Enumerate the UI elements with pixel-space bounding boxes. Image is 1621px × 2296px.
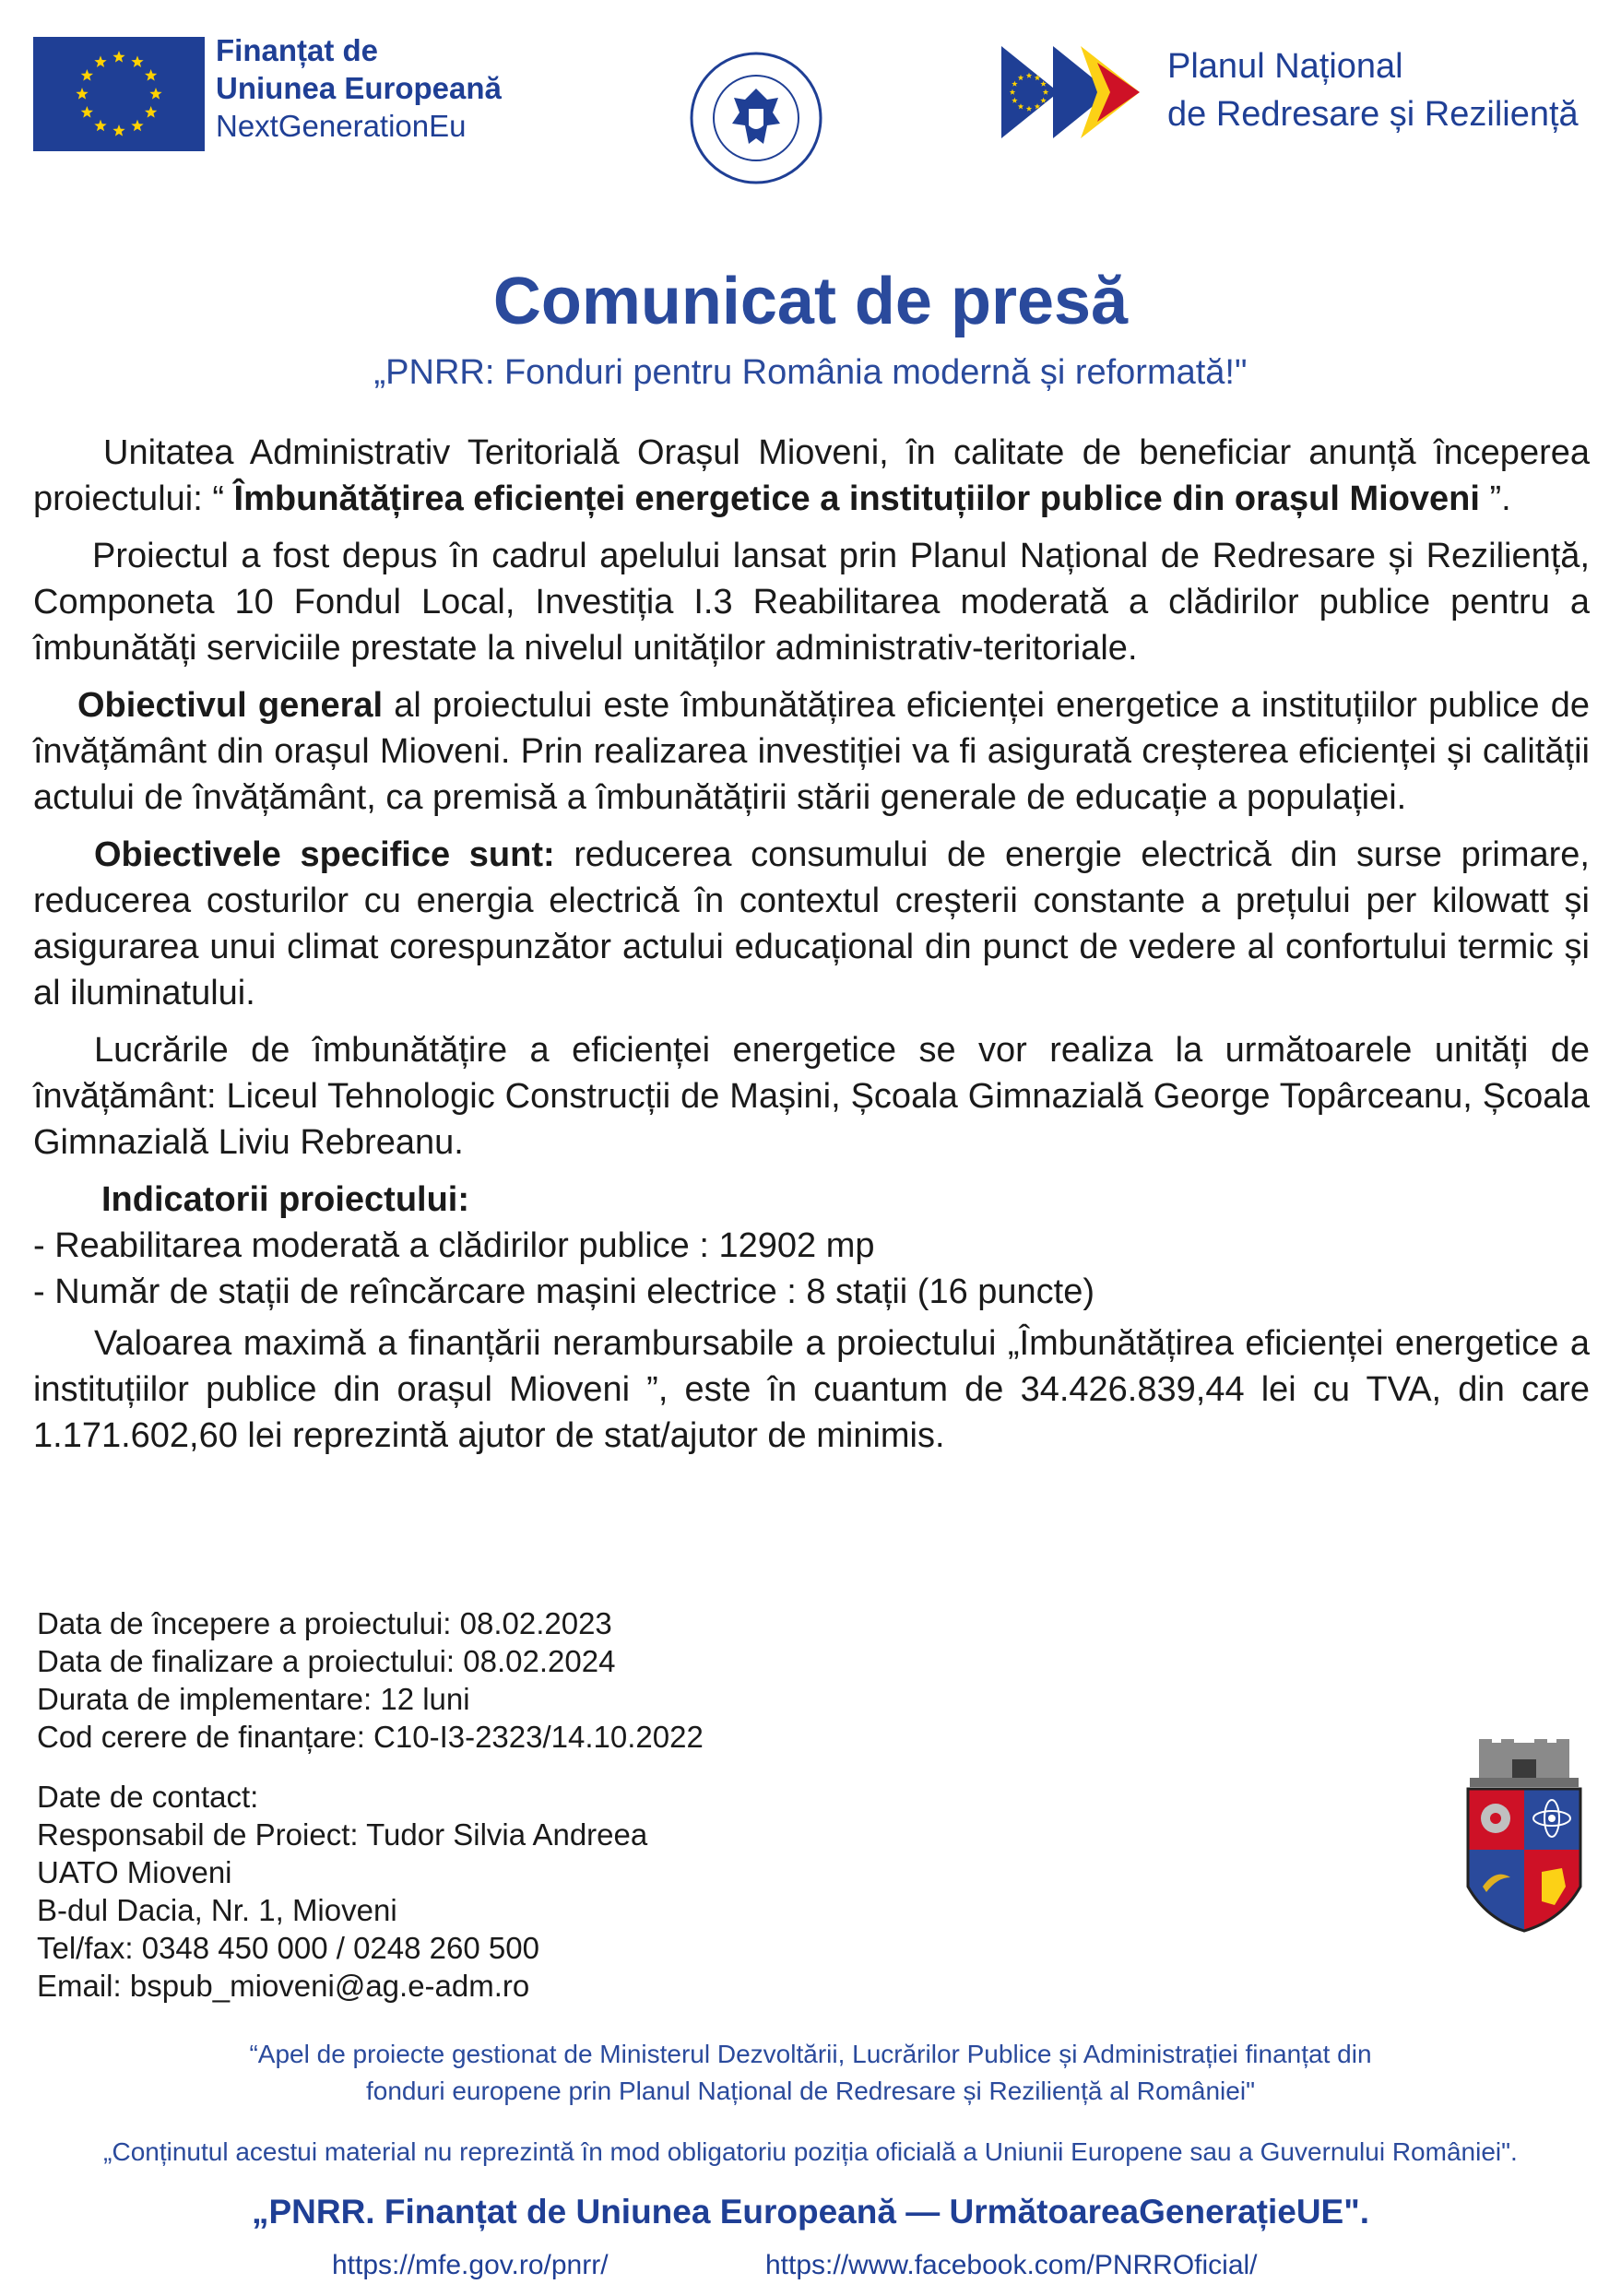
- contact-org: UATO Mioveni: [37, 1855, 232, 1889]
- eu-flag-logo: [33, 37, 205, 151]
- contact-details: [37, 1778, 647, 2005]
- star-icon: [81, 106, 93, 118]
- paragraph-announcement: [33, 430, 1590, 522]
- p1-end: ”.: [1479, 479, 1511, 518]
- pnrr-line-1: Planul Național: [1167, 47, 1403, 86]
- paragraph-general-objective: [33, 682, 1590, 821]
- star-icon: [149, 88, 161, 100]
- project-name: Îmbunătățirea eficienței energetice a instituțiilor publice din orașul Mioveni: [233, 479, 1480, 518]
- funding-code: Cod cerere de finanțare: C10-I3-2323/14.10.2022: [37, 1720, 704, 1754]
- eu-line-1: Finanțat de: [216, 33, 379, 67]
- paragraph-schools: Lucrările de îmbunătățire a eficienței energetice se vor realiza la următoarele unități de învățământ: Liceul Tehnologic Construcții de Mașini, Școala Gimnazială George Topârceanu, Școala Gimnazială Liviu Rebreanu.: [33, 1031, 1590, 1162]
- general-objective-label: Obiectivul general: [77, 686, 384, 725]
- footer-line-2: fonduri europene prin Planul Național de Redresare și Reziliență al României": [365, 2077, 1256, 2105]
- star-icon: [145, 69, 157, 81]
- star-icon: [94, 55, 106, 67]
- paragraph-funding-value: Valoarea maximă a finanțării nerambursabile a proiectului „Îmbunătățirea eficienței energetice a instituțiilor publice din orașul Mioveni ”, este în cuantum de 34.426.839,44 lei cu TVA, din care 1.171.602,60 lei reprezintă ajutor de stat/ajutor de minimis.: [33, 1324, 1590, 1455]
- contact-heading: Date de contact:: [37, 1780, 259, 1814]
- footer-line-1: “Apel de proiecte gestionat de Ministerul Dezvoltării, Lucrărilor Publice și Administrației finanțat din: [249, 2040, 1372, 2068]
- eu-stars-icon: [33, 37, 205, 151]
- romanian-government-seal-logo: [690, 52, 822, 184]
- duration: Durata de implementare: 12 luni: [37, 1682, 470, 1716]
- eu-line-2: Uniunea Europeană: [216, 71, 502, 105]
- contact-manager: Responsabil de Proiect: Tudor Silvia Andreea: [37, 1817, 648, 1852]
- start-date: Data de începere a proiectului: 08.02.2023: [37, 1606, 612, 1640]
- paragraph-call: Proiectul a fost depus în cadrul apelului lansat prin Planul Național de Redresare și Reziliență, Componeta 10 Fondul Local, Investiția I.3 Reabilitarea moderată a clădirilor publice pentru a îmbunătăți serviciile prestate la nivelul unităților administrativ-teritoriale.: [33, 537, 1590, 668]
- eu-funding-label: [216, 31, 502, 145]
- star-icon: [76, 88, 88, 100]
- mioveni-coat-of-arms-logo: [1459, 1739, 1590, 1935]
- paragraph-specific-objectives: [33, 832, 1590, 1016]
- star-icon: [81, 69, 93, 81]
- eu-line-3: NextGenerationEu: [216, 109, 467, 143]
- star-icon: [112, 51, 124, 63]
- pnrr-line-2: de Redresare și Reziliență: [1167, 95, 1579, 134]
- star-icon: [112, 124, 124, 136]
- star-icon: [131, 55, 143, 67]
- star-icon: [145, 106, 157, 118]
- star-icon: [131, 120, 143, 132]
- link-mfe[interactable]: https://mfe.gov.ro/pnrr/: [332, 2250, 609, 2280]
- pnrr-logo: [1001, 46, 1140, 138]
- indicator-line-1: - Reabilitarea moderată a clădirilor publice : 12902 mp: [33, 1226, 875, 1265]
- indicator-line-2: - Număr de stații de reîncărcare mașini electrice : 8 stații (16 puncte): [33, 1272, 1095, 1311]
- contact-phone: Tel/fax: 0348 450 000 / 0248 260 500: [37, 1931, 539, 1965]
- link-facebook[interactable]: https://www.facebook.com/PNRROficial/: [765, 2250, 1258, 2280]
- specific-objectives-label: Obiectivele specifice sunt:: [94, 835, 555, 874]
- general-objective-text: al proiectului este îmbunătățirea eficienței energetice a instituțiilor publice de învățământ din orașul Mioveni. Prin realizarea investiției va fi asigurată creșterea eficienței și calității actului de învățământ, ca premisă a îmbunătățirii stării generale de educație a populației.: [33, 686, 1590, 817]
- footer-call-statement: [0, 2036, 1621, 2110]
- pnrr-label: [1167, 42, 1579, 138]
- end-date: Data de finalizare a proiectului: 08.02.2024: [37, 1644, 616, 1678]
- contact-email: Email: bspub_mioveni@ag.e-adm.ro: [37, 1969, 530, 2003]
- page-title: Comunicat de presă: [492, 265, 1129, 338]
- press-release-body: [33, 430, 1590, 1470]
- specific-objectives-text: reducerea consumului de energie electrică din surse primare, reducerea costurilor cu energia electrică în contextul creșterii constante a prețului per kilowatt și asigurarea unui climat corespunzător actului educațional din punct de vedere al confortului termic și al iluminatului.: [33, 835, 1590, 1012]
- footer-disclaimer: „Conținutul acestui material nu reprezintă în mod obligatoriu poziția oficială a Uniunii Europene sau a Guvernului României".: [103, 2137, 1518, 2166]
- star-icon: [94, 120, 106, 132]
- footer-slogan: „PNRR. Finanțat de Uniunea Europeană — UrmătoareaGenerațieUE".: [251, 2193, 1370, 2231]
- project-dates: [37, 1604, 704, 1756]
- indicators-title: Indicatorii proiectului:: [101, 1180, 470, 1219]
- contact-address: B-dul Dacia, Nr. 1, Mioveni: [37, 1893, 397, 1927]
- page-subtitle: „PNRR: Fonduri pentru România modernă și reformată!": [373, 353, 1248, 392]
- p1-text: Unitatea Administrativ Teritorială Orașul Mioveni, în calitate de beneficiar anunță începerea proiectului: “: [33, 433, 1590, 518]
